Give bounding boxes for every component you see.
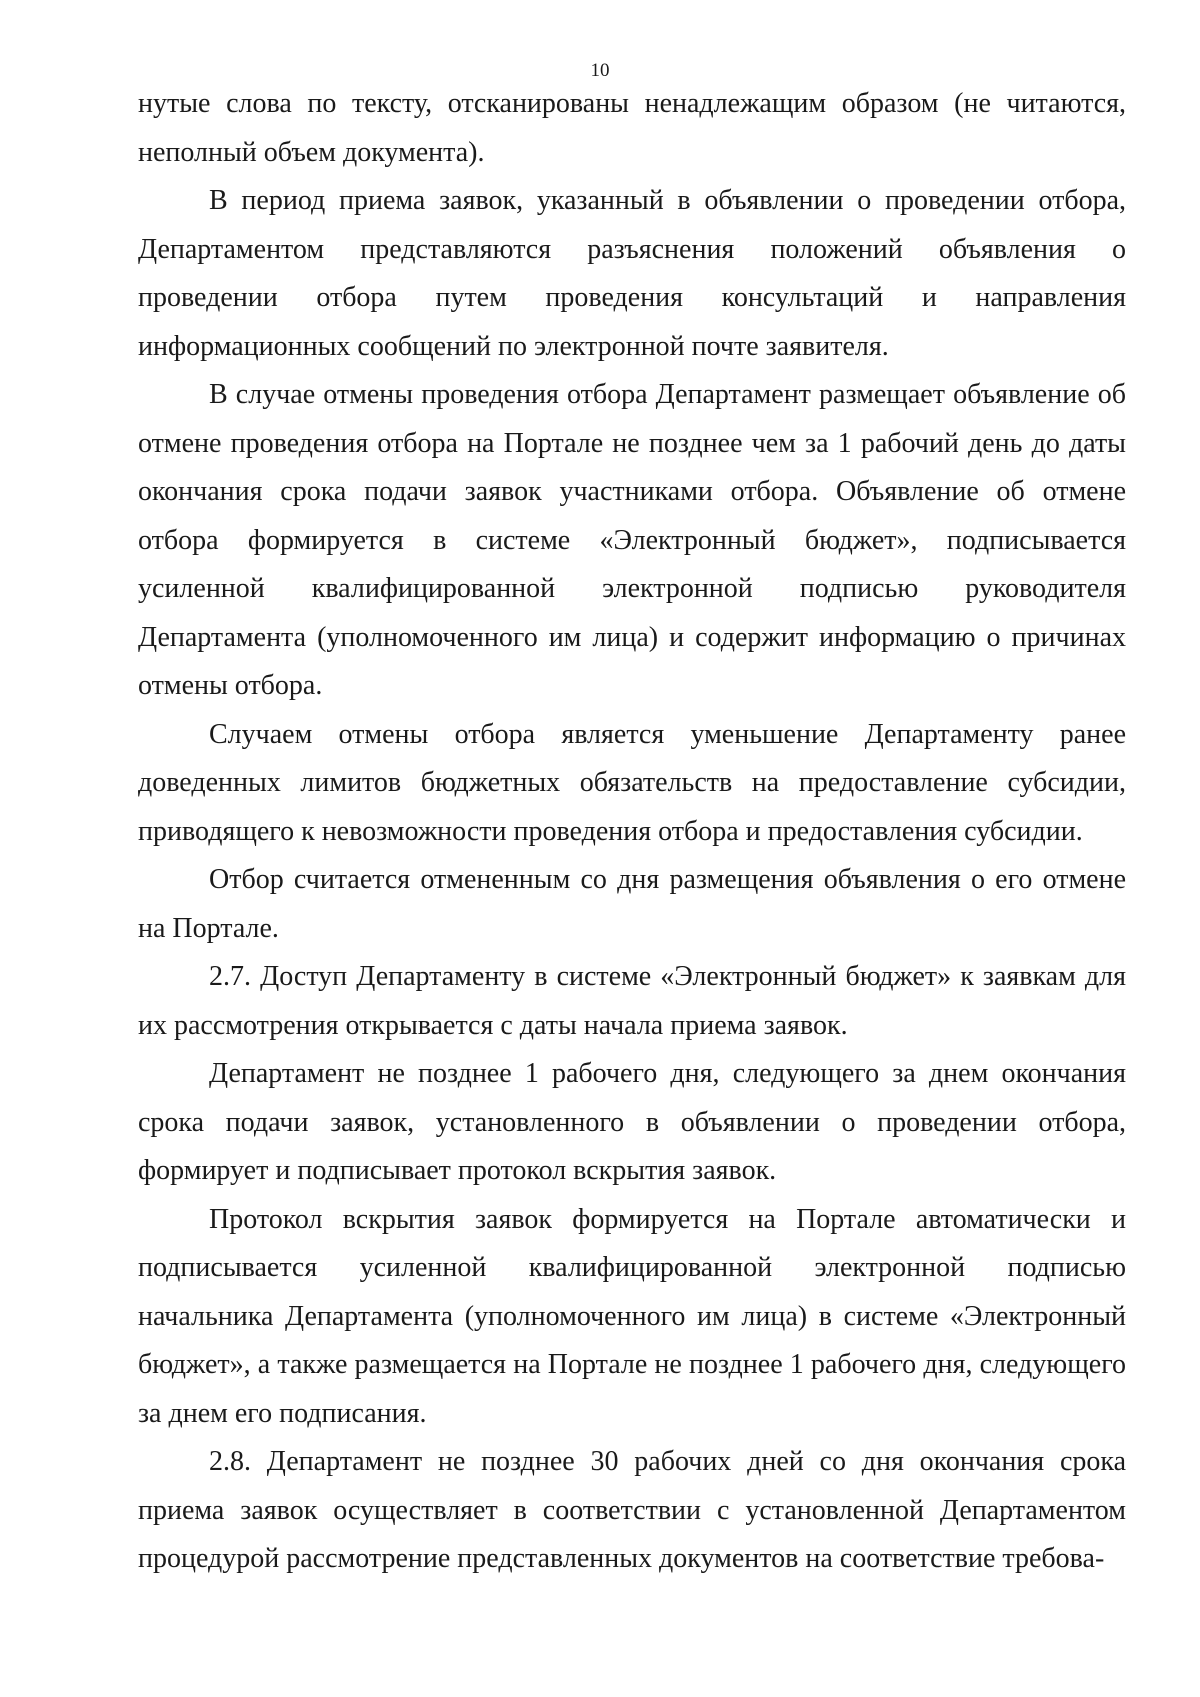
paragraph-cancellation-effective: Отбор считается отмененным со дня размещения объявления о его отмене на Портале.	[138, 864, 1126, 944]
paragraph-opening-protocol: Департамент не позднее 1 рабочего дня, следующего за днем окончания срока подачи заявок, установленного в объявлении о проведении отбора, формирует и подписывает протокол вскрытия заявок.	[138, 1058, 1126, 1186]
paragraph-cancellation-announcement: В случае отмены проведения отбора Департамент размещает объявление об отмене проведения отбора на Портале не позднее чем за 1 рабочий день до даты окончания срока подачи заявок участниками отбора. Объявление об отмене отбора формируется в системе «Электронный бюджет», подписывается усиленной квалифицированной электронной подписью руководителя Департамента (уполномоченного им лица) и содержит информацию о причинах отмены отбора.	[138, 379, 1126, 701]
paragraph-consultations: В период приема заявок, указанный в объявлении о проведении отбора, Департаментом представляются разъяснения положений объявления о проведении отбора путем проведения консультаций и направления информационных сообщений по электронной почте заявителя.	[138, 185, 1126, 362]
page-number: 10	[590, 60, 610, 81]
paragraph-continuation: нутые слова по тексту, отсканированы ненадлежащим образом (не читаются, неполный объем документа).	[138, 88, 1126, 168]
paragraph-2-8-review: 2.8. Департамент не позднее 30 рабочих дней со дня окончания срока приема заявок осуществляет в соответствии с установленной Департаментом процедурой рассмотрение представленных документов на соответствие требова-	[138, 1446, 1126, 1574]
paragraph-protocol-signing: Протокол вскрытия заявок формируется на Портале автоматически и подписывается усиленной квалифицированной электронной подписью начальника Департамента (уполномоченного им лица) в системе «Электронный бюджет», а также размещается на Портале не позднее 1 рабочего дня, следующего за днем его подписания.	[138, 1203, 1126, 1429]
paragraph-2-7-access: 2.7. Доступ Департаменту в системе «Электронный бюджет» к заявкам для их рассмотрения открывается с даты начала приема заявок.	[138, 961, 1126, 1041]
paragraph-cancellation-reason: Случаем отмены отбора является уменьшение Департаменту ранее доведенных лимитов бюджетных обязательств на предоставление субсидии, приводящего к невозможности проведения отбора и предоставления субсидии.	[138, 718, 1126, 847]
document-body	[138, 80, 1126, 1584]
